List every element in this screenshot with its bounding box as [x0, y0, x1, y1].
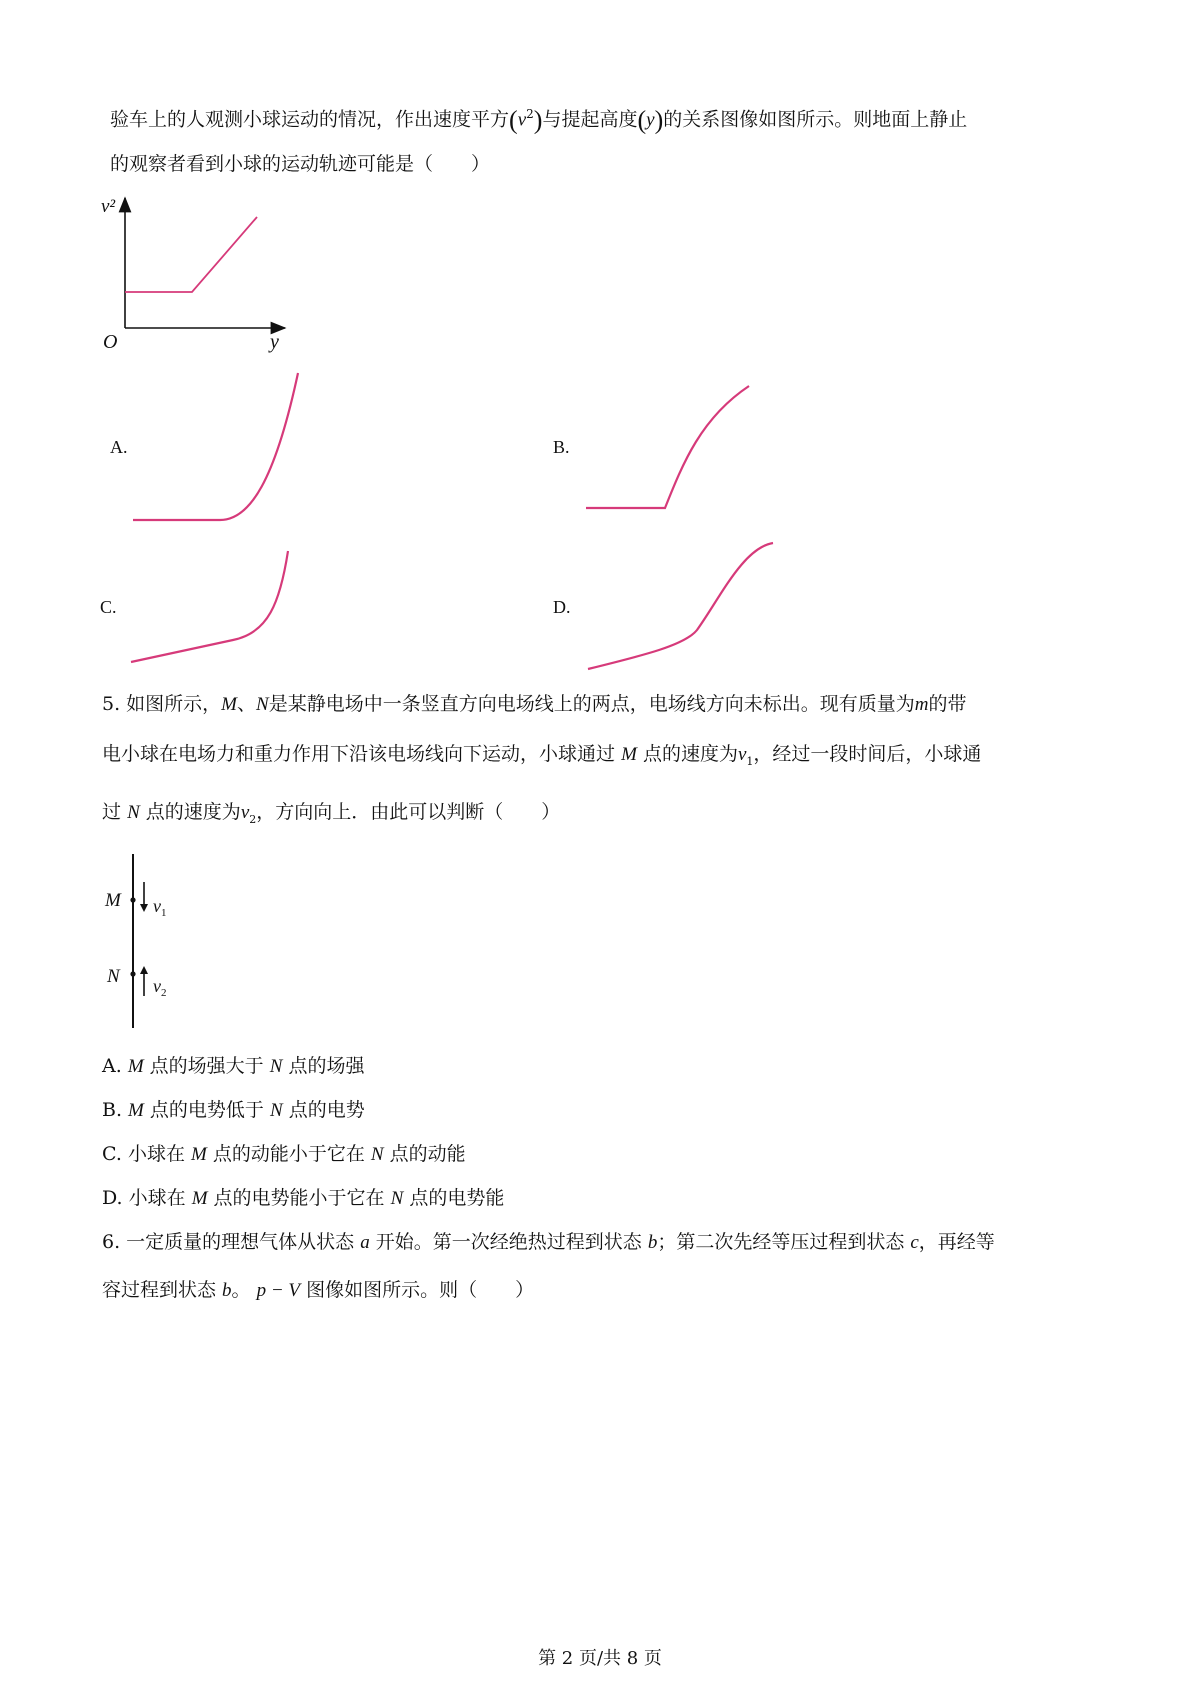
label-v1: $v_1$: [153, 896, 167, 919]
q6-line-1: 6. 一定质量的理想气体从状态 a 开始。第一次经绝热过程到状态 b；第二次先经等压过程到状态 c，再经等: [102, 1231, 995, 1253]
q5-line-1: 5. 如图所示，M、N是某静电场中一条竖直方向电场线上的两点，电场线方向未标出。现有质量为m的带: [102, 693, 967, 715]
label-v2: $v_2$: [153, 976, 167, 999]
option-c-label[interactable]: C.: [100, 597, 117, 617]
q5-choice-d[interactable]: D. 小球在 M 点的电势能小于它在 N 点的电势能: [102, 1187, 505, 1209]
option-c-curve[interactable]: [128, 548, 298, 668]
q5-field-figure: [100, 852, 190, 1030]
q4-text-b: 与提起高度: [542, 108, 638, 131]
q4-text-c: 的关系图像如图所示。则地面上静止: [663, 108, 968, 131]
option-a-curve[interactable]: [130, 370, 305, 525]
q5-choice-c[interactable]: C. 小球在 M 点的动能小于它在 N 点的动能: [102, 1143, 466, 1165]
q4-text-a: 验车上的人观测小球运动的情况，作出速度平方: [110, 108, 510, 131]
v2-curve: [125, 217, 257, 292]
v1-arrowhead: [140, 904, 148, 912]
option-b-curve[interactable]: [583, 383, 758, 513]
y-axis-label: y: [270, 331, 279, 353]
origin-label: O: [103, 331, 118, 353]
v2-arrowhead: [140, 966, 148, 974]
q5-choice-a[interactable]: A. M 点的场强大于 N 点的场强: [102, 1055, 365, 1077]
point-m: [130, 897, 135, 902]
option-b-label[interactable]: B.: [553, 437, 570, 457]
page-footer: 第 2 页/共 8 页: [538, 1648, 662, 1669]
q4-line-1: 验车上的人观测小球运动的情况，作出速度平方$(v^2)$与提起高度(y)的关系图像如图所示。则地面上静止: [110, 105, 968, 135]
pv-label: p − V: [256, 1280, 301, 1301]
q4-y-symbol: y: [646, 109, 655, 131]
option-d-label[interactable]: D.: [553, 597, 571, 617]
label-n: N: [107, 966, 120, 987]
point-n: [130, 971, 135, 976]
q4-line-2: 的观察者看到小球的运动轨迹可能是（ ）: [110, 153, 491, 175]
q4-v-symbol: v: [517, 109, 527, 131]
option-d-curve[interactable]: [585, 540, 780, 675]
q5-choice-b[interactable]: B. M 点的电势低于 N 点的电势: [102, 1099, 365, 1121]
option-a-label[interactable]: A.: [110, 437, 128, 457]
q6-line-2: 容过程到状态 b。 p − V 图像如图所示。则（ ）: [102, 1279, 535, 1301]
q5-line-3: 过 N 点的速度为$v_2$，方向向上．由此可以判断（ ）: [102, 801, 561, 826]
v2-axis-label: v²: [101, 196, 116, 217]
q5-line-2: 电小球在电场力和重力作用下沿该电场线向下运动，小球通过 M 点的速度为$v_1$，经过一段时间后，小球通: [102, 743, 982, 768]
q4-graph: [95, 190, 305, 360]
label-m: M: [105, 890, 121, 911]
